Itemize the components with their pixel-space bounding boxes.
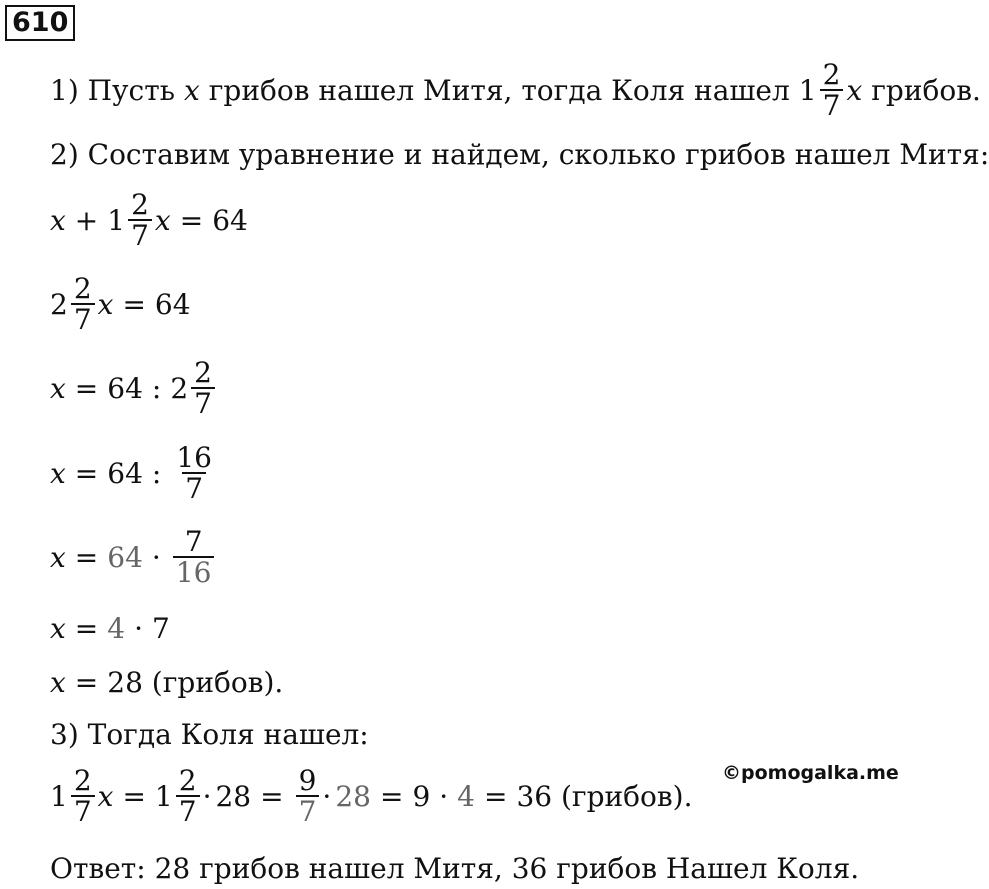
plus-sign: + xyxy=(74,203,99,237)
equals-sign: = xyxy=(74,371,99,405)
fraction: $\frac{2}{7}$ xyxy=(176,766,200,827)
mixed-whole: 2 xyxy=(170,371,189,405)
equals-sign: = xyxy=(179,203,204,237)
variable-x: x xyxy=(97,287,114,321)
fraction: $\frac{16}{7}$ xyxy=(176,441,212,506)
mixed-whole: 1 xyxy=(107,203,126,237)
variable-x: x xyxy=(50,540,66,574)
answer-line xyxy=(50,852,859,885)
equation-3 xyxy=(50,358,218,419)
value-9: 9 xyxy=(412,779,431,813)
value-28: 28 xyxy=(215,779,252,813)
equals-sign: = xyxy=(74,612,99,645)
fraction: $\frac{2}{7}$ xyxy=(820,60,844,121)
equals-sign: = xyxy=(74,540,99,574)
value-4: 4 xyxy=(457,779,475,813)
variable-x: x xyxy=(50,666,66,699)
equals-sign: = xyxy=(122,287,146,321)
rhs-value: 64 xyxy=(212,203,248,237)
equation-4 xyxy=(50,443,218,504)
equation-8 xyxy=(50,766,692,827)
multiply-sign: · xyxy=(134,612,143,645)
multiply-sign: · xyxy=(151,540,161,574)
equals-sign: = xyxy=(74,456,99,490)
variable-x: x xyxy=(50,612,66,645)
multiply-sign: · xyxy=(202,779,212,813)
value-64-cancelled: 64 xyxy=(107,540,143,574)
rhs-value: 64 xyxy=(154,287,191,321)
equals-sign: = xyxy=(260,779,284,813)
value-28-cancelled: 28 xyxy=(335,779,371,813)
variable-x: x xyxy=(183,73,200,107)
mixed-whole: 1 xyxy=(798,73,817,107)
step-1-text-a: 1) Пусть xyxy=(50,73,175,107)
fraction: $\frac{7}{16}$ xyxy=(173,527,215,588)
equals-sign: = xyxy=(379,779,404,813)
variable-x: x xyxy=(97,779,114,813)
mixed-whole: 2 xyxy=(50,287,68,321)
step-1-text-b: грибов нашел Митя, тогда Коля нашел xyxy=(208,73,790,107)
fraction: $\frac{2}{7}$ xyxy=(71,766,95,827)
fraction: $\frac{2}{7}$ xyxy=(128,190,152,251)
equals-sign: = xyxy=(122,779,146,813)
multiply-sign: · xyxy=(322,779,332,813)
problem-number: 610 xyxy=(5,5,75,41)
variable-x: x xyxy=(846,73,863,107)
equals-sign: = xyxy=(484,779,508,813)
result-text: 28 (грибов). xyxy=(107,666,284,699)
equation-7 xyxy=(50,666,283,699)
step-2-text: 2) Составим уравнение и найдем, сколько грибов нашел Митя: xyxy=(50,138,989,171)
mixed-whole: 1 xyxy=(50,779,68,813)
variable-x: x xyxy=(50,371,66,405)
final-result: 36 (грибов). xyxy=(516,779,693,813)
value-64: 64 xyxy=(107,371,143,405)
equals-sign: = xyxy=(74,666,99,699)
variable-x: x xyxy=(154,203,171,237)
value-64: 64 xyxy=(107,456,143,490)
division-sign: : xyxy=(151,371,162,405)
fraction: $\frac{2}{7}$ xyxy=(71,274,95,335)
equation-6 xyxy=(50,612,170,645)
step-1-line xyxy=(50,60,981,121)
step-1-text-c: грибов. xyxy=(871,73,981,107)
answer-text: Ответ: 28 грибов нашел Митя, 36 грибов Нашел Коля. xyxy=(50,852,860,885)
equation-2 xyxy=(50,274,191,335)
division-sign: : xyxy=(151,456,162,490)
mixed-whole: 1 xyxy=(154,779,173,813)
step-3-line xyxy=(50,718,369,751)
variable-x: x xyxy=(50,456,66,490)
value-4: 4 xyxy=(107,612,126,645)
variable-x: x xyxy=(50,203,66,237)
fraction: $\frac{9}{7}$ xyxy=(296,766,320,827)
step-3-text: 3) Тогда Коля нашел: xyxy=(50,718,369,751)
value-7: 7 xyxy=(152,612,170,645)
equation-1 xyxy=(50,190,248,251)
step-2-line xyxy=(50,138,989,171)
multiply-sign: · xyxy=(439,779,449,813)
equation-5 xyxy=(50,527,217,588)
fraction: $\frac{2}{7}$ xyxy=(191,358,215,419)
watermark: ©pomogalka.me xyxy=(722,762,899,784)
